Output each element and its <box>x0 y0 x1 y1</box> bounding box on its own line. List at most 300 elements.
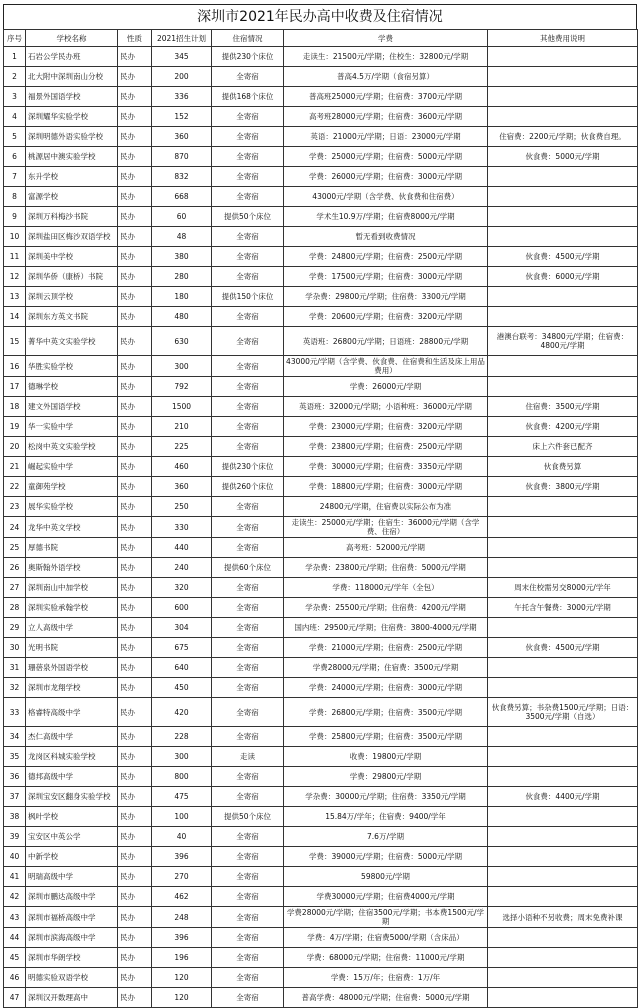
cell-lodging: 全寄宿 <box>212 127 284 147</box>
cell-other-fees: 港澳台联考：34800元/学期；住宿费：4800元/学期 <box>488 327 638 356</box>
table-row <box>4 678 638 698</box>
cell-no: 39 <box>4 827 26 847</box>
table-row <box>4 578 638 598</box>
cell-school-name: 深圳万科梅沙书院 <box>26 207 118 227</box>
cell-school-name: 枫叶学校 <box>26 807 118 827</box>
cell-type: 民办 <box>118 558 152 578</box>
cell-no: 10 <box>4 227 26 247</box>
cell-tuition: 学杂费：30000元/学期；住宿费：3350元/学期 <box>284 787 488 807</box>
cell-type: 民办 <box>118 497 152 517</box>
header-other-fees: 其他费用说明 <box>488 30 638 47</box>
cell-type: 民办 <box>118 787 152 807</box>
cell-plan: 330 <box>152 517 212 538</box>
cell-plan: 675 <box>152 638 212 658</box>
cell-other-fees: 选择小语种不另收费；周末免费补课 <box>488 907 638 928</box>
cell-lodging: 全寄宿 <box>212 968 284 988</box>
table-row <box>4 727 638 747</box>
cell-no: 42 <box>4 887 26 907</box>
cell-no: 23 <box>4 497 26 517</box>
cell-no: 24 <box>4 517 26 538</box>
cell-type: 民办 <box>118 678 152 698</box>
cell-other-fees: 伙食费：5000元/学期 <box>488 147 638 167</box>
cell-no: 7 <box>4 167 26 187</box>
cell-plan: 200 <box>152 67 212 87</box>
cell-school-name: 深圳市滨海高级中学 <box>26 928 118 948</box>
cell-type: 民办 <box>118 356 152 377</box>
cell-school-name: 龙华中英文学校 <box>26 517 118 538</box>
cell-tuition: 学费：21000元/学期；住宿费：2500元/学期 <box>284 638 488 658</box>
cell-no: 46 <box>4 968 26 988</box>
cell-school-name: 深圳东方英文书院 <box>26 307 118 327</box>
cell-plan: 48 <box>152 227 212 247</box>
cell-lodging: 全寄宿 <box>212 107 284 127</box>
table-row <box>4 67 638 87</box>
cell-lodging: 全寄宿 <box>212 767 284 787</box>
table-row <box>4 497 638 517</box>
table-row <box>4 698 638 727</box>
cell-tuition: 学费：25800元/学期；住宿费：3500元/学期 <box>284 727 488 747</box>
header-school-name: 学校名称 <box>26 30 118 47</box>
cell-plan: 460 <box>152 457 212 477</box>
cell-type: 民办 <box>118 187 152 207</box>
cell-type: 民办 <box>118 638 152 658</box>
cell-tuition: 15.84万/学年；住宿费：9400/学年 <box>284 807 488 827</box>
cell-type: 民办 <box>118 147 152 167</box>
cell-lodging: 全寄宿 <box>212 678 284 698</box>
cell-tuition: 高考班28000元/学期；住宿费：3600元/学期 <box>284 107 488 127</box>
cell-tuition: 学费：23800元/学期；住宿费：2500元/学期 <box>284 437 488 457</box>
cell-school-name: 华胜实验学校 <box>26 356 118 377</box>
cell-school-name: 华一实验中学 <box>26 417 118 437</box>
cell-lodging: 提供230个床位 <box>212 457 284 477</box>
cell-other-fees: 伙食费另算；书杂费1500元/学期；日语：3500元/学期（自选） <box>488 698 638 727</box>
table-row <box>4 307 638 327</box>
cell-tuition: 暂无看到收费情况 <box>284 227 488 247</box>
cell-tuition: 学费：15万/年；住宿费：1万/年 <box>284 968 488 988</box>
cell-tuition: 24800元/学期，住宿费以实际公布为准 <box>284 497 488 517</box>
cell-other-fees <box>488 187 638 207</box>
cell-school-name: 格睿特高级中学 <box>26 698 118 727</box>
cell-school-name: 深圳汉开数理高中 <box>26 988 118 1008</box>
cell-lodging: 全寄宿 <box>212 727 284 747</box>
cell-type: 民办 <box>118 747 152 767</box>
cell-no: 29 <box>4 618 26 638</box>
cell-type: 民办 <box>118 968 152 988</box>
cell-type: 民办 <box>118 727 152 747</box>
cell-type: 民办 <box>118 67 152 87</box>
cell-type: 民办 <box>118 598 152 618</box>
cell-lodging: 全寄宿 <box>212 638 284 658</box>
cell-other-fees <box>488 928 638 948</box>
cell-no: 25 <box>4 538 26 558</box>
cell-school-name: 宝安区中英公学 <box>26 827 118 847</box>
cell-type: 民办 <box>118 417 152 437</box>
cell-lodging: 提供60个床位 <box>212 558 284 578</box>
header-plan: 2021招生计划 <box>152 30 212 47</box>
cell-tuition: 普高学费：48000元/学期；住宿费：5000元/学期 <box>284 988 488 1008</box>
table-body <box>4 47 638 1008</box>
cell-type: 民办 <box>118 948 152 968</box>
cell-school-name: 明瑞高级中学 <box>26 867 118 887</box>
cell-other-fees <box>488 678 638 698</box>
cell-no: 43 <box>4 907 26 928</box>
cell-tuition: 学费：68000元/学期；住宿费：11000元/学期 <box>284 948 488 968</box>
cell-other-fees: 住宿费：3500元/学期 <box>488 397 638 417</box>
cell-school-name: 桃源居中澳实验学校 <box>26 147 118 167</box>
cell-school-name: 光明书院 <box>26 638 118 658</box>
cell-no: 1 <box>4 47 26 67</box>
cell-plan: 120 <box>152 988 212 1008</box>
cell-no: 19 <box>4 417 26 437</box>
cell-lodging: 全寄宿 <box>212 578 284 598</box>
cell-lodging: 全寄宿 <box>212 887 284 907</box>
cell-type: 民办 <box>118 658 152 678</box>
cell-type: 民办 <box>118 377 152 397</box>
cell-school-name: 深圳盐田区梅沙双语学校 <box>26 227 118 247</box>
cell-plan: 360 <box>152 477 212 497</box>
cell-other-fees: 周末住校需另交8000元/学年 <box>488 578 638 598</box>
cell-no: 22 <box>4 477 26 497</box>
cell-plan: 180 <box>152 287 212 307</box>
cell-lodging: 全寄宿 <box>212 307 284 327</box>
cell-no: 40 <box>4 847 26 867</box>
cell-tuition: 43000元/学期（含学费、伙食费、住宿费和生活及床上用品费用） <box>284 356 488 377</box>
table-row <box>4 747 638 767</box>
table-row <box>4 356 638 377</box>
cell-tuition: 普高班25000元/学期；住宿费：3700元/学期 <box>284 87 488 107</box>
cell-other-fees <box>488 227 638 247</box>
cell-type: 民办 <box>118 538 152 558</box>
cell-school-name: 建文外国语学校 <box>26 397 118 417</box>
cell-type: 民办 <box>118 517 152 538</box>
cell-lodging: 全寄宿 <box>212 538 284 558</box>
cell-plan: 360 <box>152 127 212 147</box>
cell-school-name: 福景外国语学校 <box>26 87 118 107</box>
cell-plan: 630 <box>152 327 212 356</box>
table-row <box>4 417 638 437</box>
cell-plan: 270 <box>152 867 212 887</box>
cell-school-name: 龙岗区科城实验学校 <box>26 747 118 767</box>
cell-type: 民办 <box>118 267 152 287</box>
table-row <box>4 598 638 618</box>
cell-school-name: 明德实验双语学校 <box>26 968 118 988</box>
table-row <box>4 437 638 457</box>
cell-other-fees <box>488 67 638 87</box>
cell-school-name: 立人高级中学 <box>26 618 118 638</box>
cell-tuition: 学费30000元/学期；住宿费4000元/学期 <box>284 887 488 907</box>
cell-school-name: 深圳耀华实验学校 <box>26 107 118 127</box>
cell-lodging: 全寄宿 <box>212 948 284 968</box>
cell-school-name: 深圳明德外语实验学校 <box>26 127 118 147</box>
table-row <box>4 107 638 127</box>
cell-no: 20 <box>4 437 26 457</box>
cell-tuition: 学费：24800元/学期；住宿费：2500元/学期 <box>284 247 488 267</box>
cell-other-fees: 伙食费：4500元/学期 <box>488 247 638 267</box>
cell-no: 11 <box>4 247 26 267</box>
cell-other-fees <box>488 107 638 127</box>
table-row <box>4 47 638 67</box>
cell-lodging: 全寄宿 <box>212 227 284 247</box>
table-row <box>4 127 638 147</box>
cell-tuition: 43000元/学期（含学费、伙食费和住宿费） <box>284 187 488 207</box>
cell-tuition: 高考班：52000元/学期 <box>284 538 488 558</box>
cell-lodging: 全寄宿 <box>212 167 284 187</box>
cell-type: 民办 <box>118 437 152 457</box>
cell-lodging: 全寄宿 <box>212 907 284 928</box>
cell-type: 民办 <box>118 698 152 727</box>
table-row <box>4 247 638 267</box>
cell-plan: 480 <box>152 307 212 327</box>
cell-other-fees <box>488 887 638 907</box>
cell-plan: 450 <box>152 678 212 698</box>
cell-school-name: 深圳云顶学校 <box>26 287 118 307</box>
cell-plan: 1500 <box>152 397 212 417</box>
cell-lodging: 全寄宿 <box>212 497 284 517</box>
cell-plan: 304 <box>152 618 212 638</box>
cell-tuition: 普高4.5万/学期（食宿另算） <box>284 67 488 87</box>
cell-type: 民办 <box>118 988 152 1008</box>
cell-school-name: 东升学校 <box>26 167 118 187</box>
cell-plan: 248 <box>152 907 212 928</box>
cell-plan: 225 <box>152 437 212 457</box>
cell-no: 27 <box>4 578 26 598</box>
table-row <box>4 928 638 948</box>
table-row <box>4 867 638 887</box>
cell-type: 民办 <box>118 397 152 417</box>
cell-type: 民办 <box>118 907 152 928</box>
table-row <box>4 167 638 187</box>
cell-school-name: 珊蓓泉外国语学校 <box>26 658 118 678</box>
table-row <box>4 287 638 307</box>
cell-plan: 600 <box>152 598 212 618</box>
cell-lodging: 提供260个床位 <box>212 477 284 497</box>
cell-lodging: 全寄宿 <box>212 356 284 377</box>
cell-school-name: 石岩公学民办班 <box>26 47 118 67</box>
cell-lodging: 全寄宿 <box>212 397 284 417</box>
cell-lodging: 全寄宿 <box>212 327 284 356</box>
cell-no: 34 <box>4 727 26 747</box>
cell-plan: 668 <box>152 187 212 207</box>
cell-type: 民办 <box>118 477 152 497</box>
cell-type: 民办 <box>118 867 152 887</box>
cell-other-fees <box>488 517 638 538</box>
table-row <box>4 477 638 497</box>
cell-other-fees <box>488 538 638 558</box>
table-row <box>4 767 638 787</box>
cell-type: 民办 <box>118 287 152 307</box>
cell-lodging: 全寄宿 <box>212 988 284 1008</box>
cell-lodging: 全寄宿 <box>212 827 284 847</box>
cell-tuition: 学费：25000元/学期；住宿费：5000元/学期 <box>284 147 488 167</box>
cell-other-fees <box>488 968 638 988</box>
cell-plan: 60 <box>152 207 212 227</box>
cell-school-name: 深圳华侨（康桥）书院 <box>26 267 118 287</box>
cell-lodging: 全寄宿 <box>212 417 284 437</box>
cell-lodging: 提供150个床位 <box>212 287 284 307</box>
cell-other-fees: 床上六件套已配齐 <box>488 437 638 457</box>
cell-school-name: 厚德书院 <box>26 538 118 558</box>
cell-school-name: 深圳实验承翰学校 <box>26 598 118 618</box>
cell-no: 4 <box>4 107 26 127</box>
cell-plan: 250 <box>152 497 212 517</box>
cell-plan: 228 <box>152 727 212 747</box>
cell-other-fees: 伙食费：3800元/学期 <box>488 477 638 497</box>
cell-other-fees <box>488 727 638 747</box>
header-tuition: 学费 <box>284 30 488 47</box>
cell-plan: 300 <box>152 356 212 377</box>
cell-plan: 792 <box>152 377 212 397</box>
cell-no: 8 <box>4 187 26 207</box>
cell-school-name: 深圳南山中加学校 <box>26 578 118 598</box>
cell-school-name: 北大附中深圳南山分校 <box>26 67 118 87</box>
cell-no: 15 <box>4 327 26 356</box>
cell-type: 民办 <box>118 827 152 847</box>
cell-other-fees <box>488 287 638 307</box>
cell-other-fees <box>488 948 638 968</box>
cell-other-fees <box>488 658 638 678</box>
cell-plan: 100 <box>152 807 212 827</box>
cell-lodging: 全寄宿 <box>212 377 284 397</box>
fee-table <box>3 29 638 1008</box>
cell-school-name: 奥斯翰外语学校 <box>26 558 118 578</box>
cell-no: 5 <box>4 127 26 147</box>
table-row <box>4 267 638 287</box>
cell-no: 26 <box>4 558 26 578</box>
cell-plan: 832 <box>152 167 212 187</box>
cell-other-fees <box>488 747 638 767</box>
cell-tuition: 学费：20600元/学期；住宿费：3200元/学期 <box>284 307 488 327</box>
cell-tuition: 国内班：29500元/学期；住宿费：3800-4000元/学期 <box>284 618 488 638</box>
cell-no: 44 <box>4 928 26 948</box>
table-row <box>4 558 638 578</box>
cell-plan: 280 <box>152 267 212 287</box>
cell-school-name: 菁华中英文实验学校 <box>26 327 118 356</box>
cell-no: 31 <box>4 658 26 678</box>
cell-tuition: 学杂费：23800元/学期；住宿费：5000元/学期 <box>284 558 488 578</box>
cell-type: 民办 <box>118 47 152 67</box>
cell-no: 45 <box>4 948 26 968</box>
cell-tuition: 学费：24000元/学期；住宿费：3000元/学期 <box>284 678 488 698</box>
cell-no: 36 <box>4 767 26 787</box>
cell-school-name: 崛起实验中学 <box>26 457 118 477</box>
cell-other-fees <box>488 207 638 227</box>
cell-lodging: 全寄宿 <box>212 67 284 87</box>
cell-plan: 336 <box>152 87 212 107</box>
cell-type: 民办 <box>118 327 152 356</box>
cell-school-name: 中新学校 <box>26 847 118 867</box>
cell-other-fees <box>488 47 638 67</box>
cell-lodging: 全寄宿 <box>212 437 284 457</box>
table-row <box>4 638 638 658</box>
cell-type: 民办 <box>118 167 152 187</box>
cell-school-name: 杰仁高级中学 <box>26 727 118 747</box>
table-row <box>4 658 638 678</box>
cell-other-fees: 伙食费：4500元/学期 <box>488 638 638 658</box>
cell-tuition: 学费：118000元/学年（全包） <box>284 578 488 598</box>
cell-lodging: 全寄宿 <box>212 247 284 267</box>
cell-lodging: 全寄宿 <box>212 847 284 867</box>
cell-type: 民办 <box>118 887 152 907</box>
cell-plan: 800 <box>152 767 212 787</box>
cell-school-name: 松岗中英文实验学校 <box>26 437 118 457</box>
table-row <box>4 847 638 867</box>
cell-no: 14 <box>4 307 26 327</box>
cell-school-name: 深圳美中学校 <box>26 247 118 267</box>
cell-no: 33 <box>4 698 26 727</box>
cell-school-name: 深圳宝安区翻身实验学校 <box>26 787 118 807</box>
cell-type: 民办 <box>118 767 152 787</box>
cell-plan: 240 <box>152 558 212 578</box>
cell-lodging: 全寄宿 <box>212 618 284 638</box>
table-row <box>4 327 638 356</box>
cell-other-fees: 住宿费：2200元/学期；伙食费自理。 <box>488 127 638 147</box>
cell-plan: 345 <box>152 47 212 67</box>
cell-tuition: 学费28000元/学期；住宿3500元/学期；书本费1500元/学期 <box>284 907 488 928</box>
cell-no: 38 <box>4 807 26 827</box>
table-row <box>4 227 638 247</box>
header-lodging: 住宿情况 <box>212 30 284 47</box>
header-no: 序号 <box>4 30 26 47</box>
table-row <box>4 87 638 107</box>
cell-plan: 870 <box>152 147 212 167</box>
cell-no: 28 <box>4 598 26 618</box>
cell-other-fees <box>488 847 638 867</box>
table-row <box>4 538 638 558</box>
cell-type: 民办 <box>118 307 152 327</box>
cell-no: 30 <box>4 638 26 658</box>
cell-plan: 396 <box>152 847 212 867</box>
cell-type: 民办 <box>118 107 152 127</box>
cell-lodging: 全寄宿 <box>212 698 284 727</box>
cell-lodging: 提供168个床位 <box>212 87 284 107</box>
cell-plan: 320 <box>152 578 212 598</box>
cell-other-fees <box>488 988 638 1008</box>
cell-type: 民办 <box>118 618 152 638</box>
cell-tuition: 学费：39000元/学期；住宿费：5000元/学期 <box>284 847 488 867</box>
cell-tuition: 学费28000元/学期；住宿费：3500元/学期 <box>284 658 488 678</box>
cell-lodging: 全寄宿 <box>212 787 284 807</box>
table-row <box>4 968 638 988</box>
cell-lodging: 全寄宿 <box>212 187 284 207</box>
cell-type: 民办 <box>118 207 152 227</box>
cell-no: 21 <box>4 457 26 477</box>
table-row <box>4 187 638 207</box>
cell-no: 41 <box>4 867 26 887</box>
cell-plan: 396 <box>152 928 212 948</box>
cell-no: 18 <box>4 397 26 417</box>
cell-lodging: 全寄宿 <box>212 598 284 618</box>
cell-no: 17 <box>4 377 26 397</box>
table-row <box>4 207 638 227</box>
table-row <box>4 397 638 417</box>
cell-tuition: 学费：26800元/学期；住宿费：3500元/学期 <box>284 698 488 727</box>
cell-school-name: 富源学校 <box>26 187 118 207</box>
table-row <box>4 787 638 807</box>
cell-plan: 196 <box>152 948 212 968</box>
table-title: 深圳市2021年民办高中收费及住宿情况 <box>3 4 637 29</box>
table-row <box>4 988 638 1008</box>
cell-type: 民办 <box>118 847 152 867</box>
cell-no: 16 <box>4 356 26 377</box>
cell-tuition: 学费：4万/学期；住宿费5000/学期（含床品） <box>284 928 488 948</box>
cell-type: 民办 <box>118 127 152 147</box>
cell-other-fees <box>488 377 638 397</box>
cell-no: 2 <box>4 67 26 87</box>
cell-other-fees <box>488 827 638 847</box>
table-row <box>4 517 638 538</box>
cell-no: 13 <box>4 287 26 307</box>
cell-plan: 380 <box>152 247 212 267</box>
